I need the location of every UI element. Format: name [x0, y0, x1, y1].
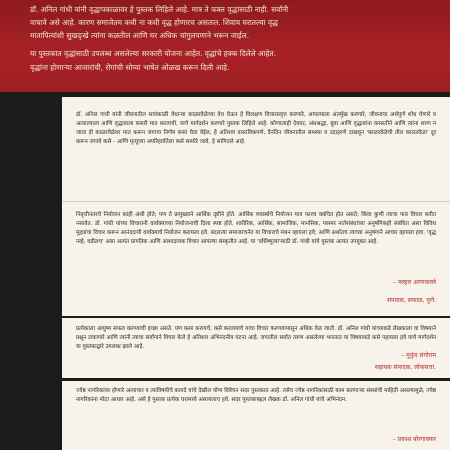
review-author-role: संपादक, सकाळ, पुणे.	[387, 297, 436, 304]
intro-line: मातापित्यांशी सुखद्ःखे त्यांना कळतील आणि घर अधिक चांगुलपणाने भरून जाईल.	[30, 31, 250, 40]
review-panel	[62, 201, 450, 316]
review-text: ज्येष्ठ नागरिकांवर होणारे अत्याचार व त्यांविषयीचे कायदे यांचे देखील योग्य विवेचन सदर पुस्तकात आहे. तसेच ज्येष्ठ नागरिकांसाठी काम करणाऱ्या संस्थांची माहिती असल्यामुळे, ज्येष्ठ नागरिकांना मोठा आधार आहे. असे हे पुस्तक प्रत्येक घरामध्ये असायलाच हवे. सदर पुस्तकाबद्दल लेखक डॉ. अनिल गांधी यांचे अभिनंदन.	[76, 388, 436, 404]
review-panel	[62, 318, 450, 378]
review-panel	[62, 381, 450, 450]
review-text: प्रत्येकाला आयुष्य सफल करण्याची इच्छा असते. पण कसा करायचे, कसे करावयाचे याचा विचार करणयापासून अधिक वेळ जातो. डॉ. अनिल गांधी यांच्याकडे लेखकाला वा विषयाने प्रश्नून टाकणारे आणि त्यांनी त्याचा सर्वांगाने विचार केले हे अतिशय अभिनंदनीय घटना आहे. जगातील सर्वात तरुण असलेल्या भारतात या विषयाकडे कसे पहायला हवे याचे मार्गदर्शन या पुस्तकाद्वारे उपलब्ध झाले आहे.	[76, 326, 436, 351]
review-author: – प्रकाश बोरगावकर	[392, 436, 436, 443]
review-author: – मल्हार अरणकल्ले	[393, 279, 436, 286]
review-text: डॉ. अनिल गांधी यांनी जीवनातील सायंकाळी वेधाऱ्या काळरवेळेच्या वेध घेऊन हे विलक्षण विचारप्रवृत्त करणारे, आपल्याला अंतर्मुख करणारे, जीवनाचा अर्थपूर्ण शोध घेणारे व अत्याल्याला आणि वृद्धत्वाला कसरी मात करायची, याचे मार्गदर्शन करणारे पुस्तक लिहिले आहे. कोणालाही देवघर, अंधश्रद्धा, बुवा आणि वृद्धत्वांना कसरतीने आणि त्यांना शरण न जाता ही काळरवेळेवर मात करून जगाचा निर्णय कसा घेता येईल, हे अतिशय वास्तविकपणे, दैनंदिन जीवनातील समस्या व उदाहरणे दाखवून 'काळरवेळेची तील काळरवेळा' दूर करून जगावे कसे - आणि मृत्यूच्या अपरिहार्यतेला कसे सामोरे जावे, हे सांगितले आहे.	[76, 112, 436, 146]
intro-section	[0, 0, 450, 92]
intro-line: डॉ. अनिल गांधी यांनी वृद्धापकाळावर हे पुस्तक लिहिले आहे. मात्र ते फक्त वृद्धांसाठी नाही. सर्वांनी	[30, 5, 289, 14]
review-author-role: सहायक संपादक, लोकसत्ता.	[374, 364, 436, 371]
intro-line: या पुस्तकात वृद्धांसाठी उपलब्ध असलेल्या सरकारी योजना आहेत. वृद्धांचे हक्क दिलेले आहेत.	[30, 49, 276, 58]
intro-line: वृद्धांना होणाऱ्या आजारांची, रोगांची सोप्या भाषेत ओळख करून दिली आहे.	[30, 63, 230, 72]
review-text: निवृत्तीनंतरचे नियोजन कांही अंशी होते; पण ते प्रामुख्याने आर्थिक दृष्टीने होते. आर्थिक व्यवस्थेचे नियोजन मात्र फारच क्वचित होत असते; किंवा कुणी त्याचा फार विचार करीत नसावेत. डॉ. गांधी यांच्या विचारानी वार्धक्याच्या नियोजनाची दिशा स्पष्ट होते. शारीरिक, आर्थिक, सामाजिक, मानसिक, परस्पर नातेसंबंधांच्या अनुषंगिकही संबंधित असा विविध मुद्द्यांचा विचार करून आनंददायी वार्धक्याचे नियोजन करायला हवे. बदलत्या समाजरचनेत या विचाराचे मंथन व्हायला हवे; आणि अर्थातच त्याच्या अनुषंगाने आचार व्हायला हवा. 'वृद्ध नव्हे, वडीलच' असा अत्यंत प्रागतिक आणि आशादायक विचार आपल्या संस्कृतीत आहे. या 'वर्धिष्णुत्या'साठी डॉ. गांधी यांचे पुस्तक अत्यंत उपयुक्त आहे.	[76, 212, 436, 246]
review-author: – मुकुंद संगोराम	[401, 352, 436, 359]
intro-line: वाचावे असे आहे. कारण समाजेतम कधी ना कधी वृद्ध होणारच असतात. शिवाय घरातल्या वृद्ध	[30, 18, 278, 27]
